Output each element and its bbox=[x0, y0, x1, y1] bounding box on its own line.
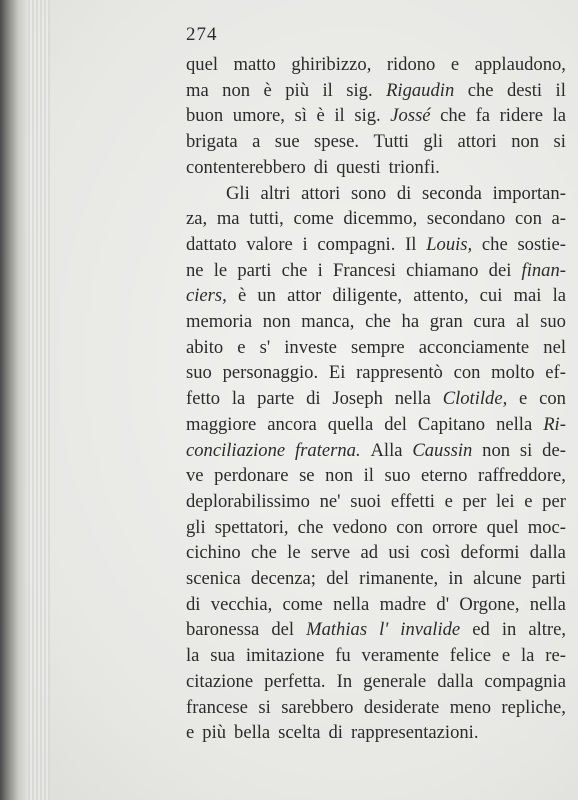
word: che bbox=[251, 542, 277, 564]
word: e bbox=[444, 490, 453, 512]
text-line bbox=[186, 103, 566, 129]
word: è bbox=[263, 79, 272, 101]
word: altri bbox=[260, 182, 291, 204]
text-line bbox=[186, 438, 566, 464]
word: ridono bbox=[386, 54, 436, 75]
word: investe bbox=[284, 336, 337, 358]
word: scelta bbox=[278, 722, 321, 744]
word: a bbox=[252, 131, 261, 153]
text-line bbox=[186, 386, 566, 412]
word: brigata bbox=[186, 131, 238, 153]
word: ve bbox=[186, 465, 204, 487]
word: a- bbox=[551, 208, 566, 230]
word: Louis, bbox=[426, 233, 473, 255]
word: la bbox=[552, 285, 566, 307]
word: trionfi. bbox=[388, 156, 440, 178]
word: vedono bbox=[332, 516, 388, 538]
word: umore, bbox=[232, 105, 285, 127]
word: Rigaudin bbox=[386, 79, 455, 101]
word: il bbox=[555, 79, 566, 101]
text-line bbox=[186, 309, 566, 335]
word: non bbox=[482, 439, 511, 461]
word: la bbox=[186, 645, 200, 667]
word: eterno bbox=[420, 465, 468, 487]
word: Mathias bbox=[306, 619, 368, 641]
word: gli bbox=[423, 131, 444, 153]
word: perfetta. bbox=[264, 670, 326, 692]
word: madre bbox=[379, 593, 427, 615]
word: sig. bbox=[346, 79, 373, 101]
word: se bbox=[299, 465, 315, 487]
word: non bbox=[262, 311, 291, 333]
word: effetti bbox=[390, 490, 435, 512]
word: rappresentazioni. bbox=[350, 722, 479, 744]
word: In bbox=[336, 670, 353, 692]
word: nella bbox=[496, 413, 533, 435]
word: un bbox=[257, 285, 276, 307]
word: perdonare bbox=[214, 465, 289, 487]
word: ma bbox=[216, 208, 240, 230]
text-line bbox=[186, 78, 566, 104]
word: Alla bbox=[370, 439, 403, 461]
word: dei bbox=[488, 259, 512, 281]
word: di bbox=[313, 156, 329, 178]
text-line bbox=[186, 489, 566, 515]
word: dalla bbox=[529, 542, 566, 564]
word: applaudono, bbox=[474, 54, 566, 75]
word: questi bbox=[336, 156, 381, 178]
word: moc- bbox=[527, 516, 566, 538]
word: valore bbox=[246, 233, 293, 255]
word: citazione bbox=[186, 670, 254, 692]
text-line bbox=[186, 258, 566, 284]
word: contenterebbero bbox=[186, 156, 306, 178]
text-line bbox=[186, 643, 566, 669]
word: sue bbox=[274, 131, 300, 153]
word: non bbox=[222, 79, 251, 101]
word: ne bbox=[186, 259, 204, 281]
word: di bbox=[328, 722, 343, 744]
word: sarebbero bbox=[281, 696, 354, 718]
word: come bbox=[293, 208, 334, 230]
word: suo bbox=[384, 465, 411, 487]
word: veramente bbox=[361, 645, 439, 667]
word: che bbox=[281, 259, 308, 281]
page-number: 274 bbox=[186, 24, 218, 45]
word: spese. bbox=[314, 131, 359, 153]
word: de- bbox=[542, 439, 566, 461]
word: parti bbox=[531, 568, 566, 590]
word: attento, bbox=[413, 285, 469, 307]
word: secondano bbox=[426, 208, 506, 230]
text-line bbox=[186, 283, 566, 309]
word: gli bbox=[186, 516, 206, 538]
text-line bbox=[186, 463, 566, 489]
word: di bbox=[306, 388, 321, 410]
text-line bbox=[186, 566, 566, 592]
word: ciers, bbox=[186, 285, 227, 307]
word: maggiore bbox=[186, 413, 257, 435]
word: si bbox=[519, 439, 533, 461]
word: e bbox=[524, 490, 533, 512]
word: Jossé bbox=[390, 105, 431, 127]
word: matto bbox=[233, 54, 276, 75]
word: re- bbox=[545, 645, 566, 667]
word: più bbox=[285, 79, 309, 101]
word: di bbox=[396, 182, 412, 204]
word: non bbox=[325, 465, 354, 487]
word: così bbox=[420, 542, 451, 564]
word: con bbox=[515, 208, 542, 230]
text-line bbox=[186, 412, 566, 438]
word: del bbox=[384, 413, 407, 435]
word: deplorabilissimo bbox=[186, 490, 310, 512]
text-line bbox=[186, 695, 566, 721]
text-line bbox=[186, 669, 566, 695]
word: altre, bbox=[528, 619, 566, 641]
text-line bbox=[186, 206, 566, 232]
word: che bbox=[467, 79, 494, 101]
word: importan- bbox=[492, 182, 566, 204]
word: dattato bbox=[186, 233, 237, 255]
word: Orgone, bbox=[459, 593, 520, 615]
word: Tutti bbox=[373, 131, 409, 153]
word: ed bbox=[472, 619, 490, 641]
word: al bbox=[516, 311, 530, 333]
word: meno bbox=[449, 696, 491, 718]
word: cui bbox=[479, 285, 503, 307]
word: i bbox=[317, 259, 323, 281]
word: in bbox=[501, 619, 517, 641]
word: vecchia, bbox=[210, 593, 273, 615]
word: scenica bbox=[186, 568, 241, 590]
word: nella bbox=[394, 388, 431, 410]
word: Clotilde, bbox=[442, 388, 508, 410]
text-line bbox=[186, 540, 566, 566]
text-line bbox=[186, 617, 566, 643]
word: è bbox=[237, 285, 247, 307]
word: quella bbox=[327, 413, 374, 435]
word: più bbox=[202, 722, 227, 744]
word: e bbox=[186, 722, 195, 744]
word: per bbox=[462, 490, 487, 512]
word: suo bbox=[540, 311, 566, 333]
word: che bbox=[297, 516, 324, 538]
word: che bbox=[365, 311, 391, 333]
word: Caussin bbox=[412, 439, 473, 461]
word: sostie- bbox=[517, 233, 566, 255]
word: d' bbox=[436, 593, 450, 615]
word: la bbox=[231, 388, 246, 410]
word: la bbox=[552, 105, 566, 127]
word: deformi bbox=[460, 542, 520, 564]
word: felice bbox=[449, 645, 492, 667]
word: ancora bbox=[267, 413, 317, 435]
word: s' bbox=[259, 336, 271, 358]
word: sua bbox=[210, 645, 236, 667]
word: repliche, bbox=[501, 696, 566, 718]
text-line bbox=[186, 181, 566, 207]
text-line bbox=[186, 360, 566, 386]
word: fetto bbox=[186, 388, 221, 410]
word: del bbox=[271, 619, 295, 641]
text-line bbox=[186, 129, 566, 155]
book-spine-shadow bbox=[0, 0, 28, 800]
word: abito bbox=[186, 336, 224, 358]
word: Gli bbox=[226, 182, 250, 204]
word: cura bbox=[473, 311, 506, 333]
word: Joseph bbox=[332, 388, 383, 410]
word: il bbox=[322, 79, 333, 101]
word: sig. bbox=[354, 105, 381, 127]
word: sono bbox=[351, 182, 387, 204]
word: ef- bbox=[545, 362, 566, 384]
word: le bbox=[213, 259, 228, 281]
word: è bbox=[316, 105, 325, 127]
word: serve bbox=[310, 542, 351, 564]
word: e bbox=[519, 388, 528, 410]
word: compagni. bbox=[317, 233, 396, 255]
word: nella bbox=[333, 593, 370, 615]
word: attor bbox=[287, 285, 322, 307]
word: spettatori, bbox=[214, 516, 289, 538]
word: francese bbox=[186, 696, 248, 718]
word: Ei bbox=[328, 362, 346, 384]
word: e bbox=[501, 645, 511, 667]
word: che bbox=[440, 105, 466, 127]
word: generale bbox=[363, 670, 427, 692]
word: usi bbox=[388, 542, 411, 564]
word: rappresentò bbox=[356, 362, 443, 384]
word: cichino bbox=[186, 542, 241, 564]
word: attori bbox=[301, 182, 341, 204]
word: i bbox=[302, 233, 308, 255]
word: memoria bbox=[186, 311, 253, 333]
word: personaggio. bbox=[222, 362, 319, 384]
word: desti bbox=[506, 79, 543, 101]
word: attori bbox=[457, 131, 497, 153]
word: fa bbox=[475, 105, 491, 127]
text-line bbox=[186, 335, 566, 361]
word: seconda bbox=[422, 182, 482, 204]
word: come bbox=[282, 593, 323, 615]
word: rimanente, bbox=[359, 568, 439, 590]
word: e bbox=[237, 336, 246, 358]
word: si bbox=[258, 696, 271, 718]
word: il bbox=[334, 105, 345, 127]
word: acconciamente bbox=[418, 336, 530, 358]
word: sì bbox=[294, 105, 307, 127]
word: dicemmo, bbox=[343, 208, 418, 230]
word: quel bbox=[186, 54, 219, 75]
text-line bbox=[186, 232, 566, 258]
word: che bbox=[481, 233, 508, 255]
word: invalide bbox=[400, 619, 461, 641]
word: del bbox=[326, 568, 349, 590]
word: buon bbox=[186, 105, 224, 127]
word: finan- bbox=[521, 259, 566, 281]
word: imitazione bbox=[245, 645, 325, 667]
word: ne' bbox=[319, 490, 341, 512]
word: suoi bbox=[350, 490, 382, 512]
word: molto bbox=[491, 362, 535, 384]
word: si bbox=[553, 131, 566, 153]
word: mai bbox=[513, 285, 542, 307]
text-line bbox=[186, 52, 566, 78]
word: manca, bbox=[301, 311, 355, 333]
word: nella bbox=[529, 593, 566, 615]
text-line bbox=[186, 515, 566, 541]
word: l' bbox=[379, 619, 389, 641]
word: lei bbox=[495, 490, 515, 512]
word: con bbox=[453, 362, 481, 384]
page-edges bbox=[28, 0, 50, 800]
word: la bbox=[521, 645, 535, 667]
word: chiamano bbox=[406, 259, 479, 281]
word: in bbox=[448, 568, 463, 590]
word: quel bbox=[486, 516, 519, 538]
word: fraterna. bbox=[295, 439, 361, 461]
word: fu bbox=[335, 645, 351, 667]
word: diligente, bbox=[332, 285, 403, 307]
word: ha bbox=[401, 311, 420, 333]
word: sempre bbox=[350, 336, 405, 358]
text-line bbox=[186, 592, 566, 618]
word: non bbox=[511, 131, 540, 153]
word: per bbox=[542, 490, 566, 512]
word: desiderate bbox=[363, 696, 440, 718]
word: ma bbox=[186, 79, 209, 101]
word: orrore bbox=[432, 516, 478, 538]
word: con bbox=[396, 516, 424, 538]
word: compagnia bbox=[484, 670, 566, 692]
word: il bbox=[363, 465, 374, 487]
word: le bbox=[287, 542, 301, 564]
word: conciliazione bbox=[186, 439, 286, 461]
word: suo bbox=[186, 362, 212, 384]
word: Il bbox=[405, 233, 417, 255]
word: con bbox=[539, 388, 566, 410]
word: Ri- bbox=[543, 413, 566, 435]
word: raffreddore, bbox=[478, 465, 566, 487]
word: dalla bbox=[437, 670, 474, 692]
word: parti bbox=[237, 259, 272, 281]
word: ridere bbox=[499, 105, 543, 127]
word: Capitano bbox=[417, 413, 486, 435]
word: Francesi bbox=[332, 259, 396, 281]
word: tutti, bbox=[249, 208, 284, 230]
word: e bbox=[450, 54, 460, 75]
word: za, bbox=[186, 208, 208, 230]
word: ghiribizzo, bbox=[291, 54, 372, 75]
word: nel bbox=[543, 336, 566, 358]
word: parte bbox=[257, 388, 295, 410]
word: bella bbox=[234, 722, 271, 744]
text-line bbox=[186, 155, 566, 181]
body-text bbox=[186, 52, 566, 746]
word: alcune bbox=[473, 568, 522, 590]
word: ad bbox=[360, 542, 379, 564]
word: di bbox=[186, 593, 201, 615]
word: decenza; bbox=[250, 568, 316, 590]
text-line bbox=[186, 720, 566, 746]
word: gran bbox=[429, 311, 463, 333]
word: baronessa bbox=[186, 619, 260, 641]
